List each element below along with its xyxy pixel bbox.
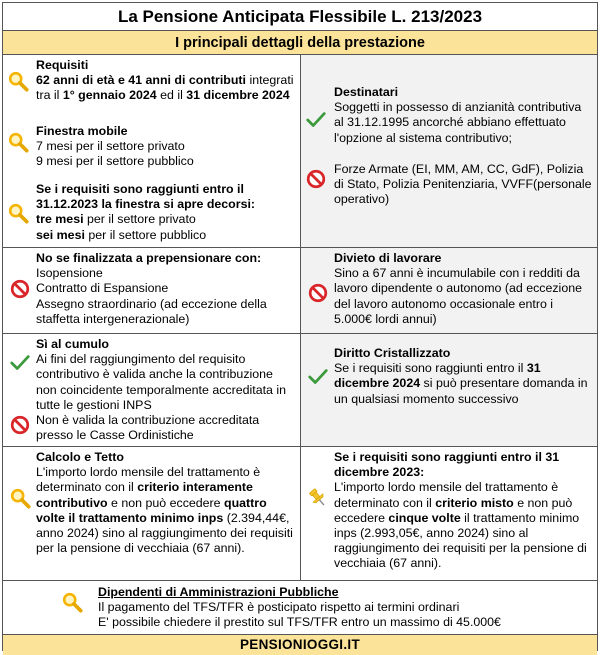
prohibited-icon — [307, 282, 329, 304]
calcolo-text: L'importo lordo mensile del trattamento è determinato con il criterio interamente contributivo e non può eccedere quattro volte il trattamento minimo inps (2.394,44€, anno 2024) sino al raggiungimento dei requisiti per la pensione di vecchiaia (67 anni). — [36, 465, 293, 556]
cell-cristallizzato — [300, 334, 597, 446]
dipendenti-line2: E' possibile chiedere il prestito sul TFS/TFR entro un massimo di 45.000€ — [98, 615, 501, 630]
magnifier-icon — [7, 202, 29, 224]
dipendenti-heading: Dipendenti di Amministrazioni Pubbliche — [98, 585, 339, 599]
finestra-line2: 9 mesi per il settore pubblico — [36, 154, 194, 169]
cell-cumulo — [3, 334, 300, 446]
check-icon — [305, 109, 327, 131]
requisiti-heading: Requisiti — [36, 58, 89, 72]
destinatari-heading: Destinatari — [334, 85, 399, 99]
prepensionare-heading: No se finalizzata a prepensionare con: — [36, 251, 262, 265]
pushpin-icon — [307, 487, 329, 509]
calcolo2023-text: L'importo lordo mensile del trattamento è determinato con il criterio misto e non può eccedere cinque volte il trattamento minimo inps (2.993,05€, anno 2024) sino al raggiungimento dei requisiti per la pensione di vecchiaia (67 anni). — [334, 480, 587, 571]
prepensionare-item: Contratto di Espansione — [36, 281, 169, 296]
cristallizzato-text: Se i requisiti sono raggiunti entro il 31 dicembre 2024 si può presentare domanda in un qualsiasi momento successivo — [334, 361, 588, 406]
page-subtitle: I principali dettagli della prestazione — [3, 31, 597, 55]
decorsi-heading: Se i requisiti sono raggiunti entro il 31.12.2023 la finestra si apre decorsi: — [36, 182, 256, 212]
decorsi-line2: sei mesi per il settore pubblico — [36, 227, 207, 242]
brand-footer: PENSIONIOGGI.IT — [3, 635, 597, 655]
dipendenti-line1: Il pagamento del TFS/TFR è posticipato rispetto ai termini ordinari — [98, 600, 460, 615]
requisiti-block — [36, 58, 296, 110]
requisiti-text: 62 anni di età e 41 anni di contributi integrati tra il 1° gennaio 2024 ed il 31 dicembre 2024 — [36, 73, 294, 103]
row-requisiti — [3, 55, 597, 248]
finestra-block — [36, 124, 296, 170]
cumulo-text2: Non è valida la contribuzione accreditata presso le Casse Ordinistiche — [36, 413, 260, 443]
prepensionare-item: Assegno straordinario (ad eccezione della staffetta intergenerazionale) — [36, 296, 267, 326]
finestra-line1: 7 mesi per il settore privato — [36, 139, 185, 154]
cumulo-text1: Ai fini del raggiungimento del requisito contributivo è valida anche la contribuzione non coincidente temporalmente accreditata in tutte le gestioni INPS — [36, 352, 287, 412]
prohibited-icon — [9, 414, 31, 436]
magnifier-icon — [9, 487, 31, 509]
dipendenti-block — [3, 581, 597, 635]
prohibited-icon — [9, 278, 31, 300]
prohibited-icon — [305, 168, 327, 190]
magnifier-icon — [61, 591, 83, 613]
infographic — [2, 2, 598, 651]
cell-requisiti — [3, 55, 300, 247]
check-icon — [307, 366, 329, 388]
page-title: La Pensione Anticipata Flessibile L. 213/2023 — [3, 3, 597, 31]
divieto-text: Sino a 67 anni è incumulabile con i redditi da lavoro dipendente o autonomo (ad eccezione del lavoro autonomo occasionale entro i 5.000€ lordi annui) — [334, 266, 582, 326]
destinatari-text: Soggetti in possesso di anzianità contributiva al 31.12.1995 ancorché abbiano effettuato l'opzione al sistema contributivo; — [334, 100, 582, 145]
check-icon — [9, 352, 31, 374]
excluded-block — [334, 162, 593, 208]
cell-prepensionare — [3, 248, 300, 333]
calcolo2023-heading: Se i requisiti sono raggiunti entro il 31 dicembre 2023: — [334, 450, 560, 480]
calcolo-heading: Calcolo e Tetto — [36, 450, 124, 464]
cell-calcolo — [3, 447, 300, 580]
row-calcolo — [3, 447, 597, 581]
row-prepensionare — [3, 248, 597, 334]
finestra-heading: Finestra mobile — [36, 124, 128, 138]
row-cumulo — [3, 334, 597, 447]
cell-calcolo-2023 — [300, 447, 597, 580]
magnifier-icon — [7, 70, 29, 92]
magnifier-icon — [7, 131, 29, 153]
divieto-heading: Divieto di lavorare — [334, 251, 442, 265]
excluded-text: Forze Armate (EI, MM, AM, CC, GdF), Polizia di Stato, Polizia Penitenziaria, VVFF(personale operativo) — [334, 161, 592, 207]
cumulo-heading: Sì al cumulo — [36, 337, 109, 351]
prepensionare-item: Isopensione — [36, 266, 103, 281]
cell-destinatari — [300, 55, 597, 247]
destinatari-block — [334, 85, 593, 146]
decorsi-block — [36, 182, 296, 243]
decorsi-line1: tre mesi per il settore privato — [36, 212, 196, 227]
cell-divieto — [300, 248, 597, 333]
cristallizzato-heading: Diritto Cristallizzato — [334, 346, 451, 360]
